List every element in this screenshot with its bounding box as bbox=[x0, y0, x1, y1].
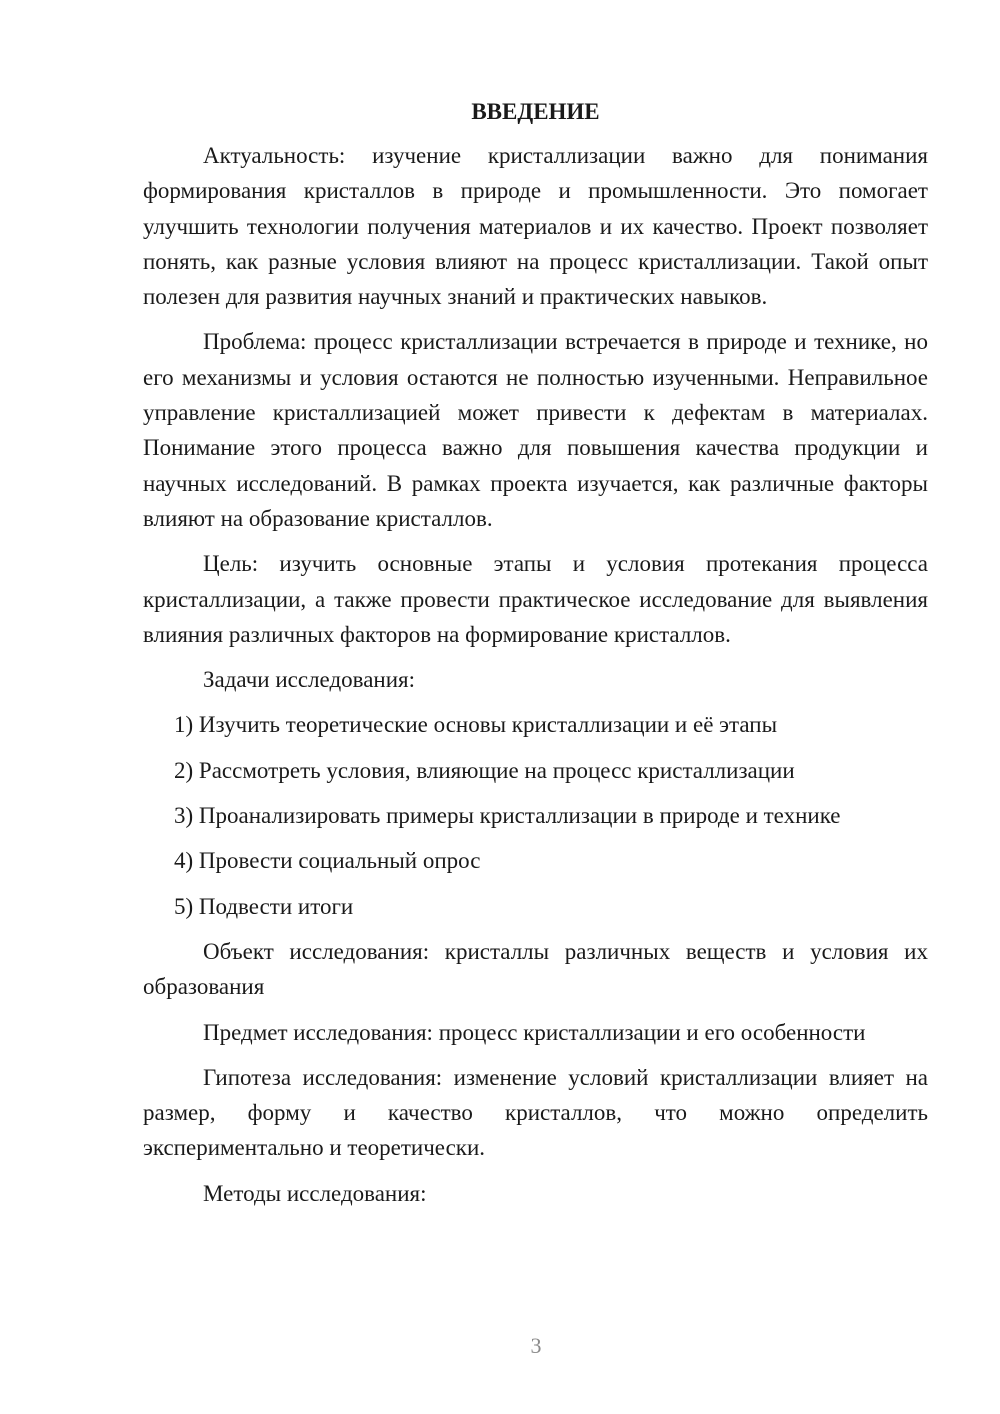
page-heading: ВВЕДЕНИЕ bbox=[471, 99, 600, 124]
subject-paragraph: Предмет исследования: процесс кристаллизации и его особенности bbox=[203, 1019, 866, 1045]
list-item: 1) Изучить теоретические основы кристаллизации и её этапы bbox=[174, 712, 778, 738]
tasks-list bbox=[143, 707, 928, 923]
relevance-paragraph: Актуальность: изучение кристаллизации важно для понимания формирования кристаллов в природе и промышленности. Это помогает улучшить технологии получения материалов и их качество. Проект позволяет понять, как разные условия влияют на процесс кристаллизации. Такой опыт полезен для развития научных знаний и практических навыков. bbox=[143, 143, 928, 310]
list-item: 5) Подвести итоги bbox=[174, 893, 354, 919]
hypothesis-paragraph: Гипотеза исследования: изменение условий кристаллизации влияет на размер, форму и качество кристаллов, что можно определить экспериментально и теоретически. bbox=[143, 1064, 928, 1161]
tasks-heading: Задачи исследования: bbox=[203, 667, 416, 693]
list-item: 3) Проанализировать примеры кристаллизации в природе и технике bbox=[174, 803, 841, 829]
object-paragraph: Объект исследования: кристаллы различных веществ и условия их образования bbox=[143, 938, 928, 1000]
methods-heading: Методы исследования: bbox=[203, 1180, 427, 1206]
list-item: 4) Провести социальный опрос bbox=[174, 848, 481, 874]
goal-paragraph: Цель: изучить основные этапы и условия протекания процесса кристаллизации, а также провести практическое исследование для выявления влияния различных факторов на формирование кристаллов. bbox=[143, 551, 928, 647]
page-content bbox=[143, 97, 928, 1211]
problem-paragraph: Проблема: процесс кристаллизации встречается в природе и технике, но его механизмы и условия остаются не полностью изученными. Неправильное управление кристаллизацией может привести к дефектам в материалах. Понимание этого процесса важно для повышения качества продукции и научных исследований. В рамках проекта изучается, как различные факторы влияют на образование кристаллов. bbox=[143, 329, 928, 531]
list-item: 2) Рассмотреть условия, влияющие на процесс кристаллизации bbox=[174, 757, 795, 783]
page-number: 3 bbox=[530, 1333, 542, 1358]
